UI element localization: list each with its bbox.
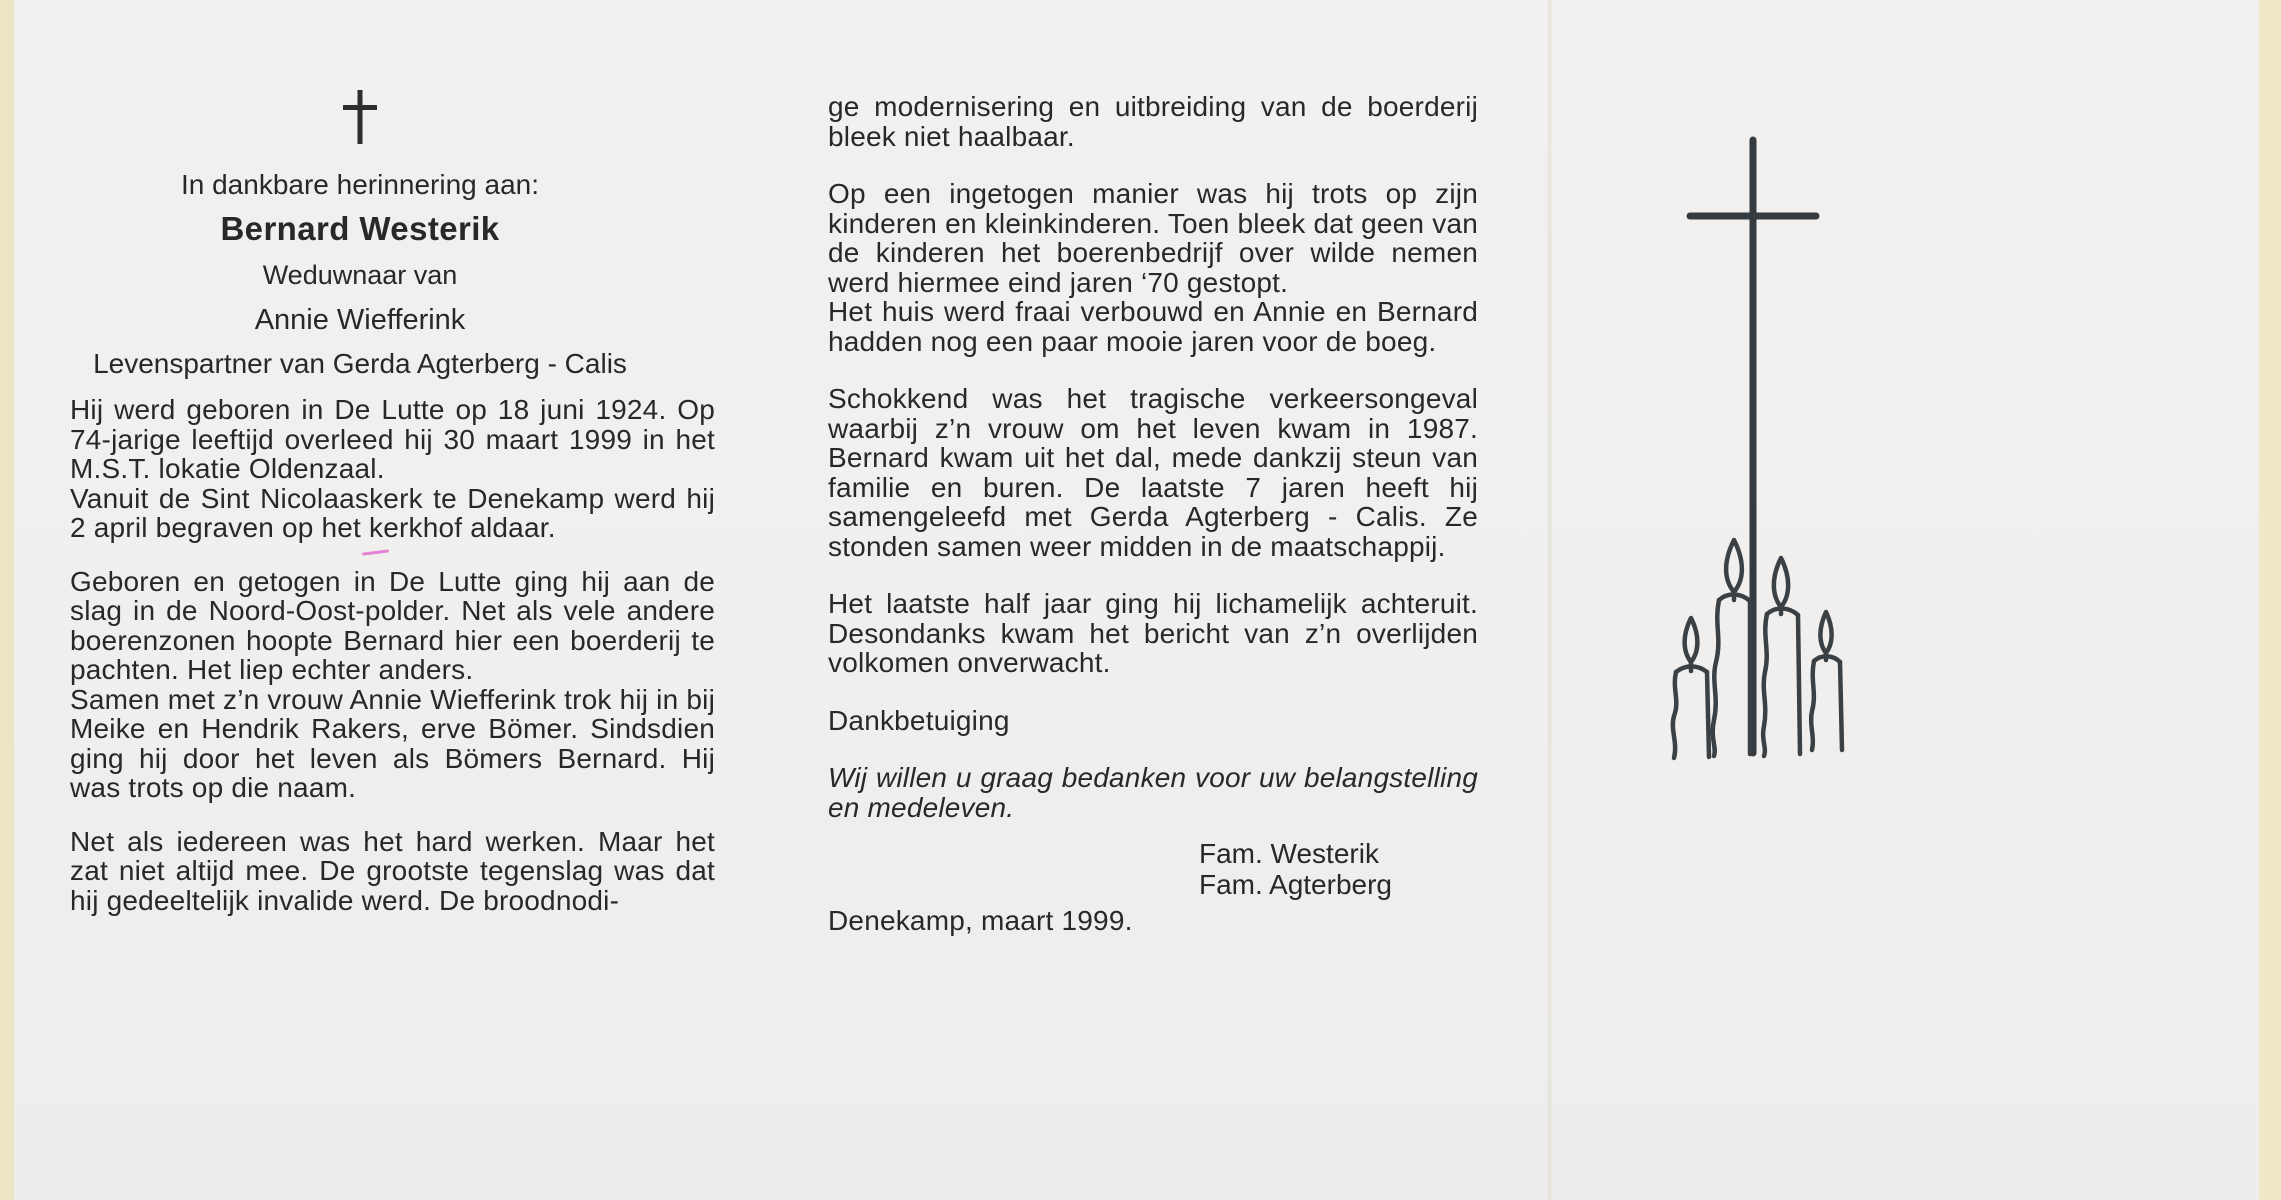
candles-group	[1673, 540, 1842, 758]
flame-icon	[1726, 540, 1742, 592]
bio-paragraph: Het huis werd fraai verbouwd en Annie en Bernard hadden nog een paar mooie jaren voor de boeg.	[828, 296, 1478, 357]
middle-page	[828, 0, 1478, 936]
bio-paragraph: Net als iedereen was het hard werken. Maar het zat niet altijd mee. De grootste tegenslag was dat hij gedeeltelijk invalide werd. De broodnodi-	[70, 825, 715, 916]
bio-paragraph: Samen met z’n vrouw Annie Wiefferink trok hij in bij Meike en Hendrik Rakers, erve Bömer. Sindsdien ging hij door het leven als Bömers Bernard. Hij was trots op die naam.	[70, 683, 715, 803]
acknowledgement-text: Wij willen u graag bedanken voor uw belangstelling en medeleven.	[828, 762, 1478, 823]
intro-line: In dankbare herinnering aan:	[180, 169, 540, 200]
bio-paragraph: Geboren en getogen in De Lutte ging hij aan de slag in de Noord-Oost-polder. Net als vele andere boerenzonen hoopte Bernard hier een boerderij te pachten. Het liep echter anders.	[70, 565, 715, 685]
bio-paragraph: Vanuit de Sint Nicolaaskerk te Denekamp werd hij 2 april begraven op het kerkhof aldaar.	[70, 482, 715, 543]
wife-name: Annie Wiefferink	[254, 304, 466, 336]
acknowledgement-title: Dankbetuiging	[828, 704, 1010, 736]
scan-edge-left	[0, 0, 14, 1200]
place-date: Denekamp, maart 1999.	[828, 905, 1133, 936]
bio-paragraph: Schokkend was het tragische verkeersongeval waarbij z’n vrouw om het leven kwam in 1987. Bernard kwam uit het dal, mede dankzij steun van familie en buren. De laatste 7 jaren heeft hij samengeleefd met Gerda Agterberg - Calis. Ze stonden samen weer midden in de maatschappij.	[828, 383, 1478, 562]
widower-line: Weduwnaar van	[262, 260, 458, 290]
deceased-name: Bernard Westerik	[220, 210, 500, 247]
bio-paragraph: Op een ingetogen manier was hij trots op zijn kinderen en kleinkinderen. Toen bleek dat geen van de kinderen het boerenbedrijf over wilde nemen werd hiermee eind jaren ‘70 gestopt.	[828, 178, 1478, 298]
flame-icon	[1820, 612, 1831, 653]
flame-icon	[1685, 618, 1698, 662]
bio-paragraph: ge modernisering en uitbreiding van de boerderij bleek niet haalbaar.	[828, 91, 1478, 152]
left-page	[70, 0, 715, 915]
cross-and-candles-illustration	[1560, 0, 2260, 1200]
memorial-header	[70, 90, 650, 379]
bio-paragraph: Het laatste half jaar ging hij lichamelijk achteruit. Desondanks kwam het bericht van z’n overlijden volkomen onverwacht.	[828, 588, 1478, 678]
family-name-agterberg: Fam. Agterberg	[1199, 869, 1392, 900]
family-name-westerik: Fam. Westerik	[1199, 838, 1379, 869]
right-page	[1560, 0, 2260, 1200]
family-signatures	[1199, 838, 1414, 900]
flame-icon	[1774, 558, 1788, 607]
scan-edge-right	[2259, 0, 2281, 1200]
fold-line	[1548, 0, 1552, 1200]
cross-icon	[70, 90, 650, 148]
bio-paragraph: Hij werd geboren in De Lutte op 18 juni 1924. Op 74-jarige leeftijd overleed hij 30 maart 1999 in het M.S.T. lokatie Oldenzaal.	[70, 394, 715, 484]
partner-line: Levenspartner van Gerda Agterberg - Calis	[93, 348, 627, 379]
